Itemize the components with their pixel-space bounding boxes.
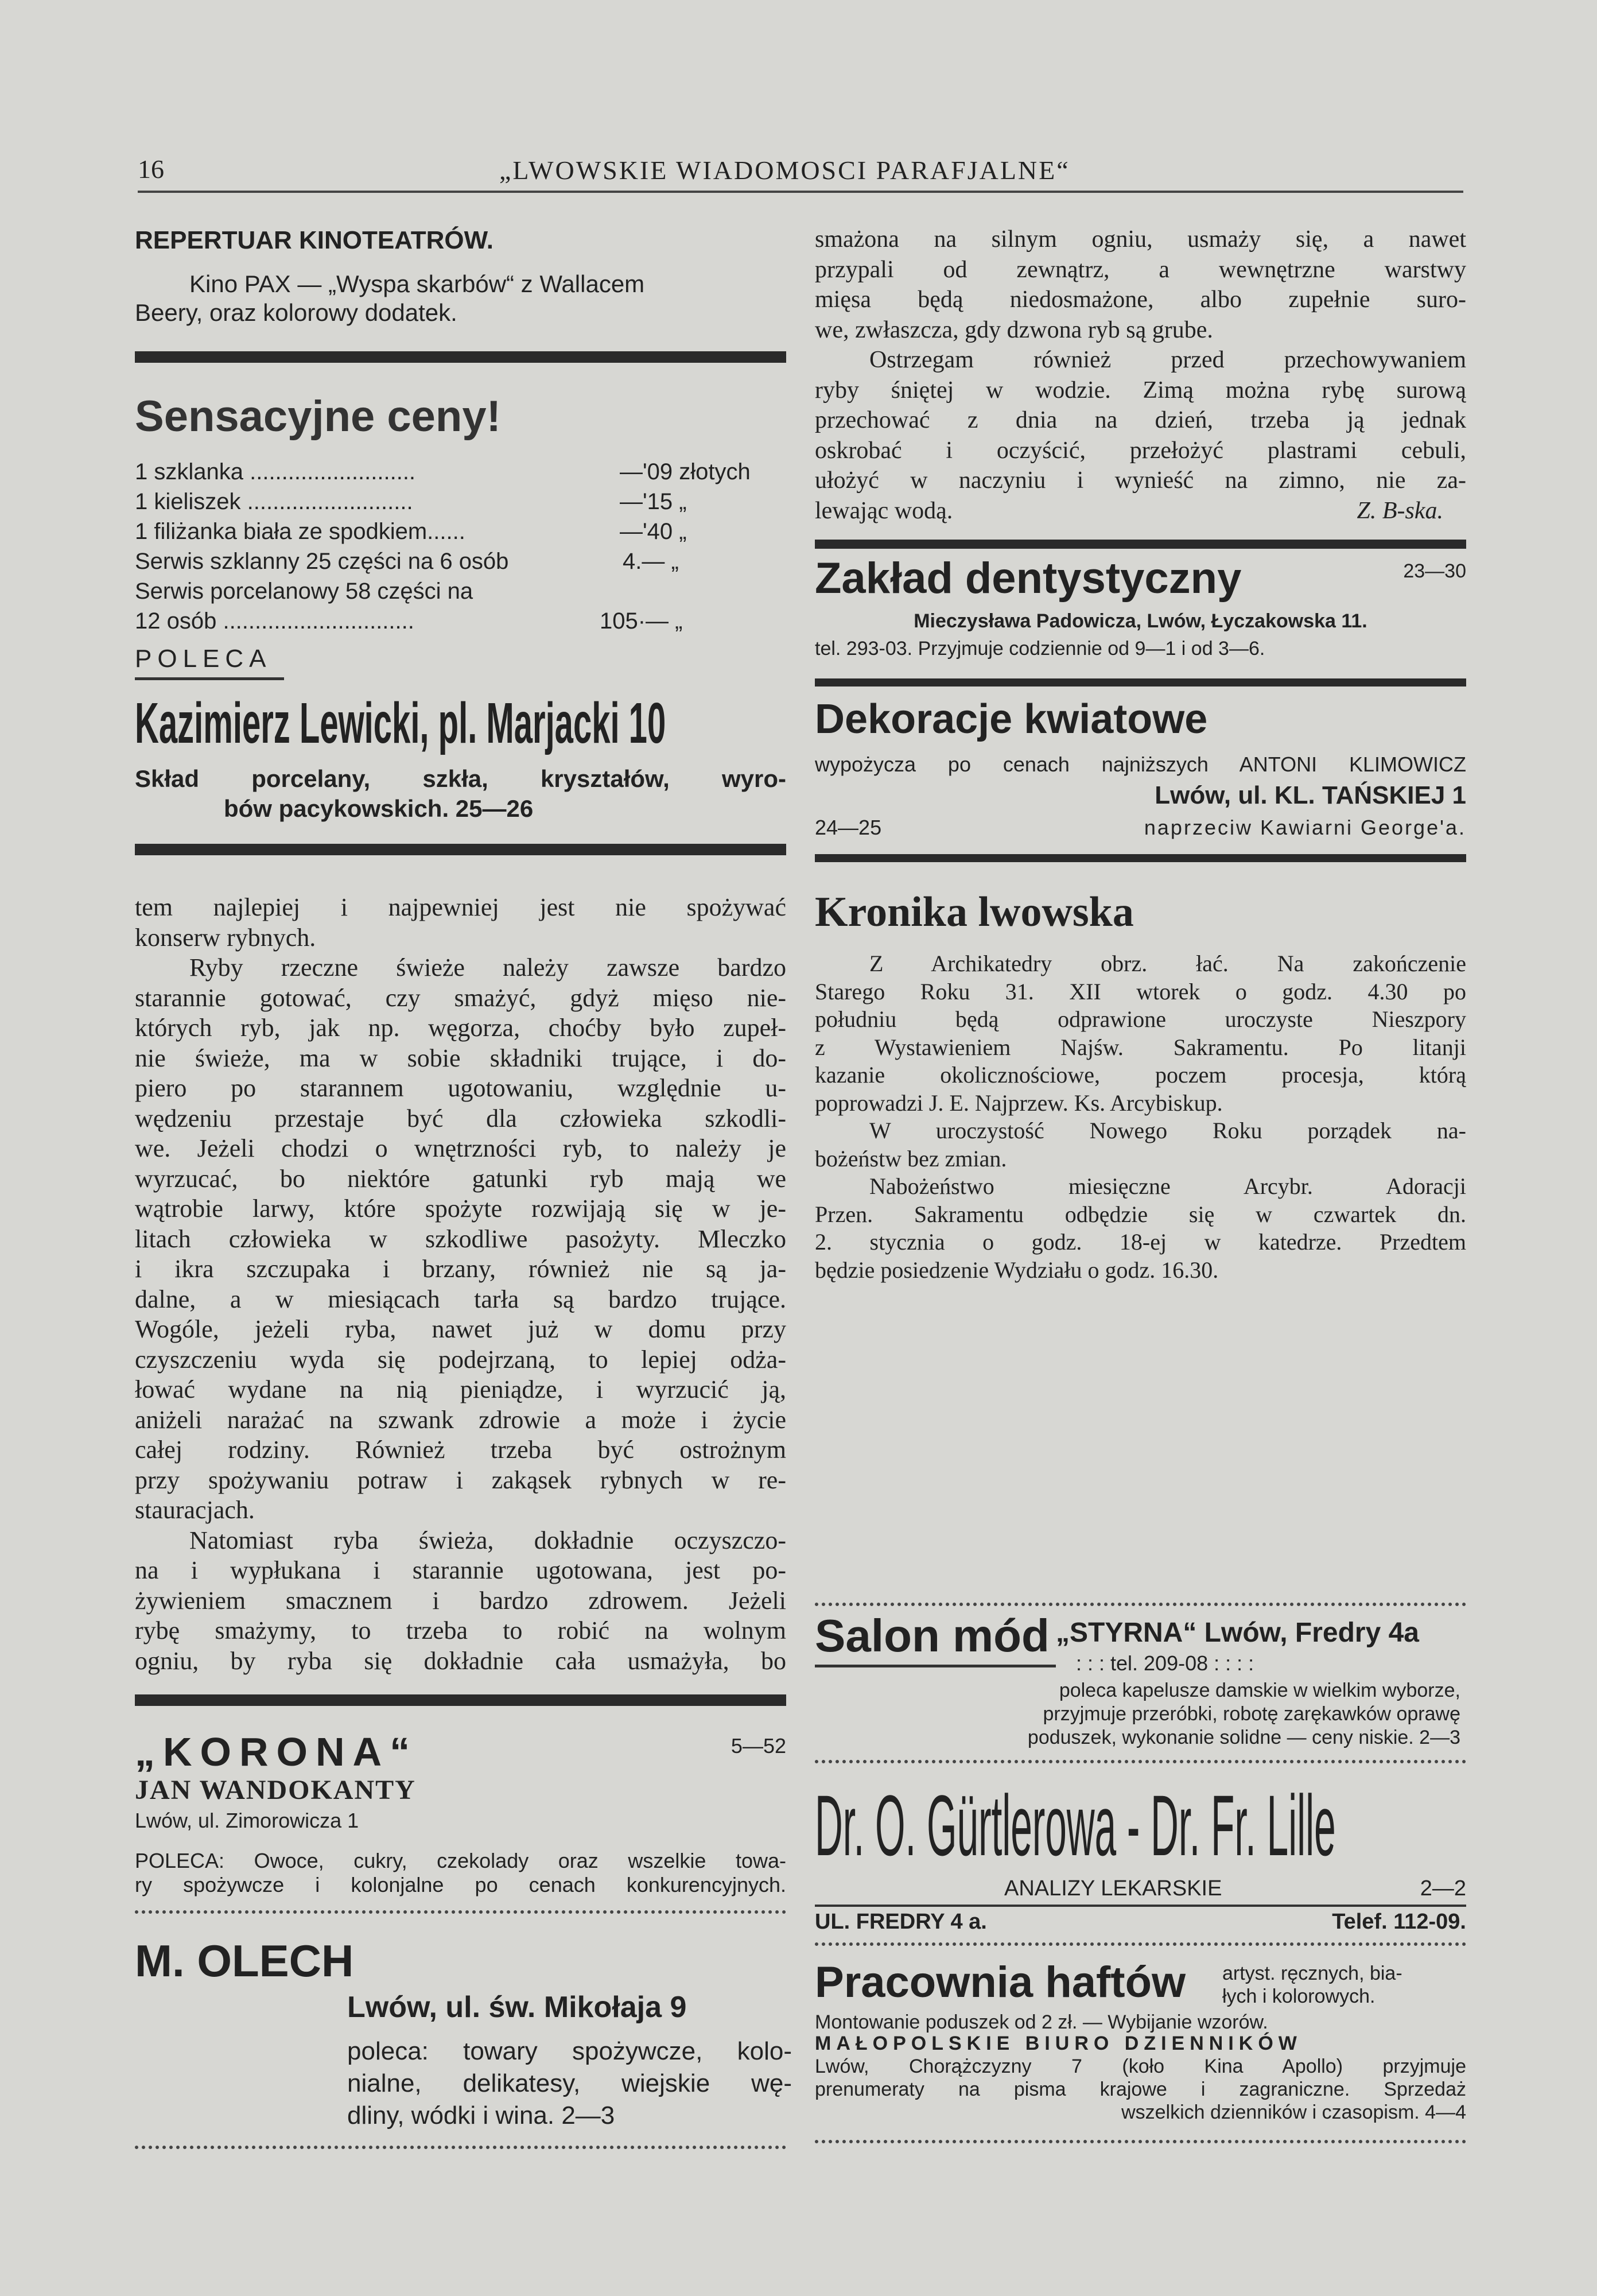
salon-phone: : : : tel. 209-08 : : : : <box>1076 1651 1254 1675</box>
text-line: we, zwłaszcza, gdy dzwona ryb są grube. <box>815 316 1213 343</box>
price-item-value: —'40 „ <box>620 519 687 544</box>
text-line: Natomiast ryba świeża, dokładnie oczyszczo- <box>189 1526 786 1554</box>
text-line: Starego Roku 31. XII wtorek o godz. 4.30 po <box>815 978 1466 1004</box>
text-line: bożeństw bez zmian. <box>815 1145 1007 1172</box>
text-line: Ryby rzeczne świeże należy zawsze bardzo <box>189 953 786 982</box>
right-column <box>815 0 1466 2296</box>
text-line: dalne, a w miesiącach tarła są bardzo trujące. <box>135 1285 786 1313</box>
text-line: poprowadzi J. E. Najprzew. Ks. Arcybiskup. <box>815 1089 1223 1116</box>
text-line: Nabożeństwo miesięczne Arcybr. Adoracji <box>869 1173 1466 1199</box>
text-line: Wogóle, jeżeli ryba, nawet już w domu przy <box>135 1315 786 1343</box>
pracownia-line-3: Lwów, Chorążczyzny 7 (koło Kina Apollo) przyjmuje <box>815 2055 1466 2077</box>
price-item-name: 1 kieliszek .......................... <box>135 489 413 514</box>
text-line: nie świeże, ma w sobie składniki trujące, i do- <box>135 1044 786 1072</box>
text-line: lewając wodą. <box>815 497 953 524</box>
text-line: całej rodziny. Również trzeba być ostrożnym <box>135 1436 786 1464</box>
text-line: czyszczeniu wyda się podejrzaną, to lepiej odża- <box>135 1345 786 1374</box>
gurtler-phone: Telef. 112-09. <box>1332 1910 1466 1934</box>
text-line: mięsa będą niedosmażone, albo zupełnie suro- <box>815 286 1466 313</box>
salon-line-3: poduszek, wykonanie solidne — ceny niskie. 2—3 <box>1027 1727 1460 1748</box>
dotted-separator <box>815 1760 1466 1763</box>
price-item-name: 12 osób .............................. <box>135 608 414 634</box>
gurtler-number: 2—2 <box>1420 1876 1466 1901</box>
text-line: przy spożywaniu potraw i zakąsek rybnych w re- <box>135 1465 786 1494</box>
dekoracje-line-1: wypożycza po cenach najniższych ANTONI KLIMOWICZ <box>815 753 1466 776</box>
dotted-separator <box>815 2140 1466 2143</box>
text-line: wątrobie larwy, które spożyte rozwijają się w je- <box>135 1194 786 1223</box>
price-row <box>135 488 786 517</box>
text-line: konserw rybnych. <box>135 923 316 952</box>
lewicki-line-1: Skład porcelany, szkła, kryształów, wyro- <box>135 765 786 792</box>
text-line: przypali od zewnątrz, a wewnętrzne warstwy <box>815 256 1466 283</box>
price-row <box>135 458 786 487</box>
pracownia-side-1: artyst. ręcznych, bia- <box>1222 1963 1402 1984</box>
repertuar-line-2: Beery, oraz kolorowy dodatek. <box>135 299 457 326</box>
repertuar-line-1: Kino PAX — „Wyspa skarbów“ z Wallacem <box>189 270 645 297</box>
left-column <box>135 0 792 2296</box>
text-line: żywieniem smacznem i bardzo zdrowem. Jeżeli <box>135 1586 786 1615</box>
separator-bar <box>135 1694 786 1706</box>
text-line: Ostrzegam również przed przechowywaniem <box>869 347 1466 373</box>
price-item-name: 1 szklanka .......................... <box>135 459 416 484</box>
price-item-name: Serwis szklanny 25 części na 6 osób <box>135 549 509 574</box>
gurtler-rule <box>815 1905 1466 1907</box>
olech-title: M. OLECH <box>135 1936 354 1986</box>
olech-address: Lwów, ul. św. Mikołaja 9 <box>347 1991 687 2024</box>
korona-line-2: ry spożywcze i kolonjalne po cenach konkurencyjnych. <box>135 1873 786 1896</box>
dotted-separator <box>815 1603 1466 1606</box>
salon-underline <box>815 1665 1056 1667</box>
dotted-separator <box>135 1910 786 1914</box>
text-line: południu będą odprawione uroczyste Nieszpory <box>815 1006 1466 1032</box>
text-line: Z Archikatedry obrz. łać. Na zakończenie <box>869 951 1466 976</box>
dekoracje-title: Dekoracje kwiatowe <box>815 696 1208 742</box>
salon-line-1: poleca kapelusze damskie w wielkim wyborze, <box>1059 1680 1460 1701</box>
korona-title: „KORONA“ <box>135 1729 418 1774</box>
price-item-value: 105·— „ <box>600 608 683 634</box>
text-line: z Wystawieniem Najśw. Sakramentu. Po litanji <box>815 1034 1466 1060</box>
publication-title: „LWOWSKIE WIADOMOSCI PARAFJALNE“ <box>499 156 1070 185</box>
poleca-label: POLECA <box>135 645 272 673</box>
text-line: rybę smażymy, to trzeba to robić na wolnym <box>135 1616 786 1645</box>
price-row <box>135 607 786 636</box>
repertuar-title: REPERTUAR KINOTEATRÓW. <box>135 226 494 254</box>
olech-line-1: poleca: towary spożywcze, kolo- <box>347 2037 792 2065</box>
poleca-underline <box>135 677 284 680</box>
text-line: tem najlepiej i najpewniej jest nie spożywać <box>135 893 786 921</box>
pracownia-line-4: prenumeraty na pisma krajowe i zagraniczne. Sprzedaż <box>815 2078 1466 2100</box>
text-line: 2. stycznia o godz. 18-ej w katedrze. Przedtem <box>815 1229 1466 1255</box>
text-line: przechować z dnia na dzień, trzeba ją jednak <box>815 407 1466 433</box>
gurtler-title: Dr. O. Gürtlerowa - Dr. Fr. Lille <box>815 1777 1336 1874</box>
price-item-value: 4.— „ <box>623 549 679 574</box>
zaklad-number: 23—30 <box>1403 560 1466 582</box>
separator-bar <box>815 540 1466 549</box>
zaklad-line-2: tel. 293-03. Przyjmuje codziennie od 9—1 i od 3—6. <box>815 638 1265 660</box>
lewicki-line-2: bów pacykowskich. 25—26 <box>224 795 534 822</box>
zaklad-line-1: Mieczysława Padowicza, Lwów, Łyczakowska 11. <box>914 610 1367 632</box>
separator-bar <box>815 678 1466 687</box>
price-item-value: —'15 „ <box>620 489 687 514</box>
dekoracje-line-2: Lwów, ul. KL. TAŃSKIEJ 1 <box>1155 781 1466 809</box>
text-line: ogniu, by ryba się dokładnie cała usmażyła, bo <box>135 1646 786 1675</box>
lewicki-name-wrap <box>135 692 789 755</box>
price-row <box>135 518 786 546</box>
text-line: W uroczystość Nowego Roku porządek na- <box>869 1118 1466 1143</box>
separator-bar <box>135 351 786 363</box>
separator-bar <box>135 844 786 855</box>
sensacyjne-title: Sensacyjne ceny! <box>135 392 501 441</box>
salon-name: „STYRNA“ Lwów, Fredry 4a <box>1056 1618 1419 1648</box>
lewicki-name: Kazimierz Lewicki, pl. Marjacki 10 <box>135 692 666 755</box>
price-item-name: 1 filiżanka biała ze spodkiem...... <box>135 519 465 544</box>
text-line: na i wypłukana i starannie ugotowana, jest po- <box>135 1556 786 1584</box>
article-signature: Z. B-ska. <box>1357 498 1443 524</box>
page-number: 16 <box>138 154 164 184</box>
gurtler-analizy: ANALIZY LEKARSKIE <box>1004 1876 1222 1901</box>
text-line: Przen. Sakramentu odbędzie się w czwartek dn. <box>815 1201 1466 1227</box>
text-line: litach człowieka w szkodliwe pasożyty. Mleczko <box>135 1224 786 1253</box>
pracownia-title: Pracownia haftów <box>815 1958 1186 2007</box>
text-line: i ikra szczupaka i brzany, również nie są ja- <box>135 1255 786 1283</box>
price-row <box>135 577 786 606</box>
olech-line-2: nialne, delikatesy, wiejskie wę- <box>347 2069 792 2097</box>
pracownia-side-2: łych i kolorowych. <box>1222 1985 1375 2007</box>
dekoracje-line-3: naprzeciw Kawiarni George'a. <box>1144 816 1466 839</box>
kronika-title: Kronika lwowska <box>815 889 1134 936</box>
price-item-value: —'09 złotych <box>620 459 751 484</box>
text-line: kazanie okolicznościowe, poczem procesja, którą <box>815 1062 1466 1088</box>
separator-bar <box>815 854 1466 862</box>
text-line: łować wydane na nią pieniądze, i wyrzucić ją, <box>135 1375 786 1403</box>
text-line: we. Jeżeli chodzi o wnętrzności ryb, to należy je <box>135 1134 786 1162</box>
korona-number: 5—52 <box>730 1734 786 1758</box>
gurtler-title-wrap <box>815 1777 1469 1874</box>
text-line: aniżeli narażać na szwank zdrowie a może i życie <box>135 1405 786 1434</box>
salon-title: Salon mód <box>815 1610 1050 1661</box>
text-line: ułożyć w naczyniu i wynieść na zimno, nie za- <box>815 467 1466 494</box>
price-row <box>135 548 786 576</box>
dekoracje-number: 24—25 <box>815 816 882 839</box>
text-line: smażona na silnym ogniu, usmaży się, a nawet <box>815 226 1466 253</box>
pracownia-line-1: Montowanie poduszek od 2 zł. — Wybijanie wzorów. <box>815 2011 1268 2033</box>
gurtler-address: UL. FREDRY 4 a. <box>815 1910 987 1934</box>
dotted-separator <box>135 2146 786 2149</box>
text-line: piero po starannem ugotowaniu, względnie u- <box>135 1074 786 1102</box>
zaklad-title: Zakład dentystyczny <box>815 554 1242 603</box>
text-line: wędzeniu przestaje być dla człowieka szkodli- <box>135 1104 786 1133</box>
pracownia-line-2: MAŁOPOLSKIE BIURO DZIENNIKÓW <box>815 2033 1302 2054</box>
text-line: będzie posiedzenie Wydziału o godz. 16.30. <box>815 1256 1219 1283</box>
dotted-separator <box>815 1942 1466 1946</box>
korona-address: Lwów, ul. Zimorowicza 1 <box>135 1809 359 1832</box>
pracownia-line-5: wszelkich dzienników i czasopism. 4—4 <box>1121 2101 1466 2123</box>
text-line: wyrzucać, bo niektóre gatunki ryb mają we <box>135 1164 786 1193</box>
korona-line-1: POLECA: Owoce, cukry, czekolady oraz wszelkie towa- <box>135 1849 786 1872</box>
olech-line-3: dliny, wódki i wina. 2—3 <box>347 2101 615 2130</box>
text-line: starannie gotować, czy smażyć, gdyż mięso nie- <box>135 983 786 1012</box>
salon-line-2: przyjmuje przeróbki, robotę zarękawków oprawę <box>1043 1703 1460 1725</box>
korona-owner: JAN WANDOKANTY <box>135 1775 416 1805</box>
text-line: oskrobać i oczyścić, przełożyć plastrami cebuli, <box>815 437 1466 464</box>
text-line: ryby śniętej w wodzie. Zimą można rybę surową <box>815 377 1466 404</box>
text-line: których ryb, jak np. węgorza, choćby było zupeł- <box>135 1014 786 1042</box>
price-item-name: Serwis porcelanowy 58 części na <box>135 579 473 604</box>
text-line: stauracjach. <box>135 1496 255 1524</box>
